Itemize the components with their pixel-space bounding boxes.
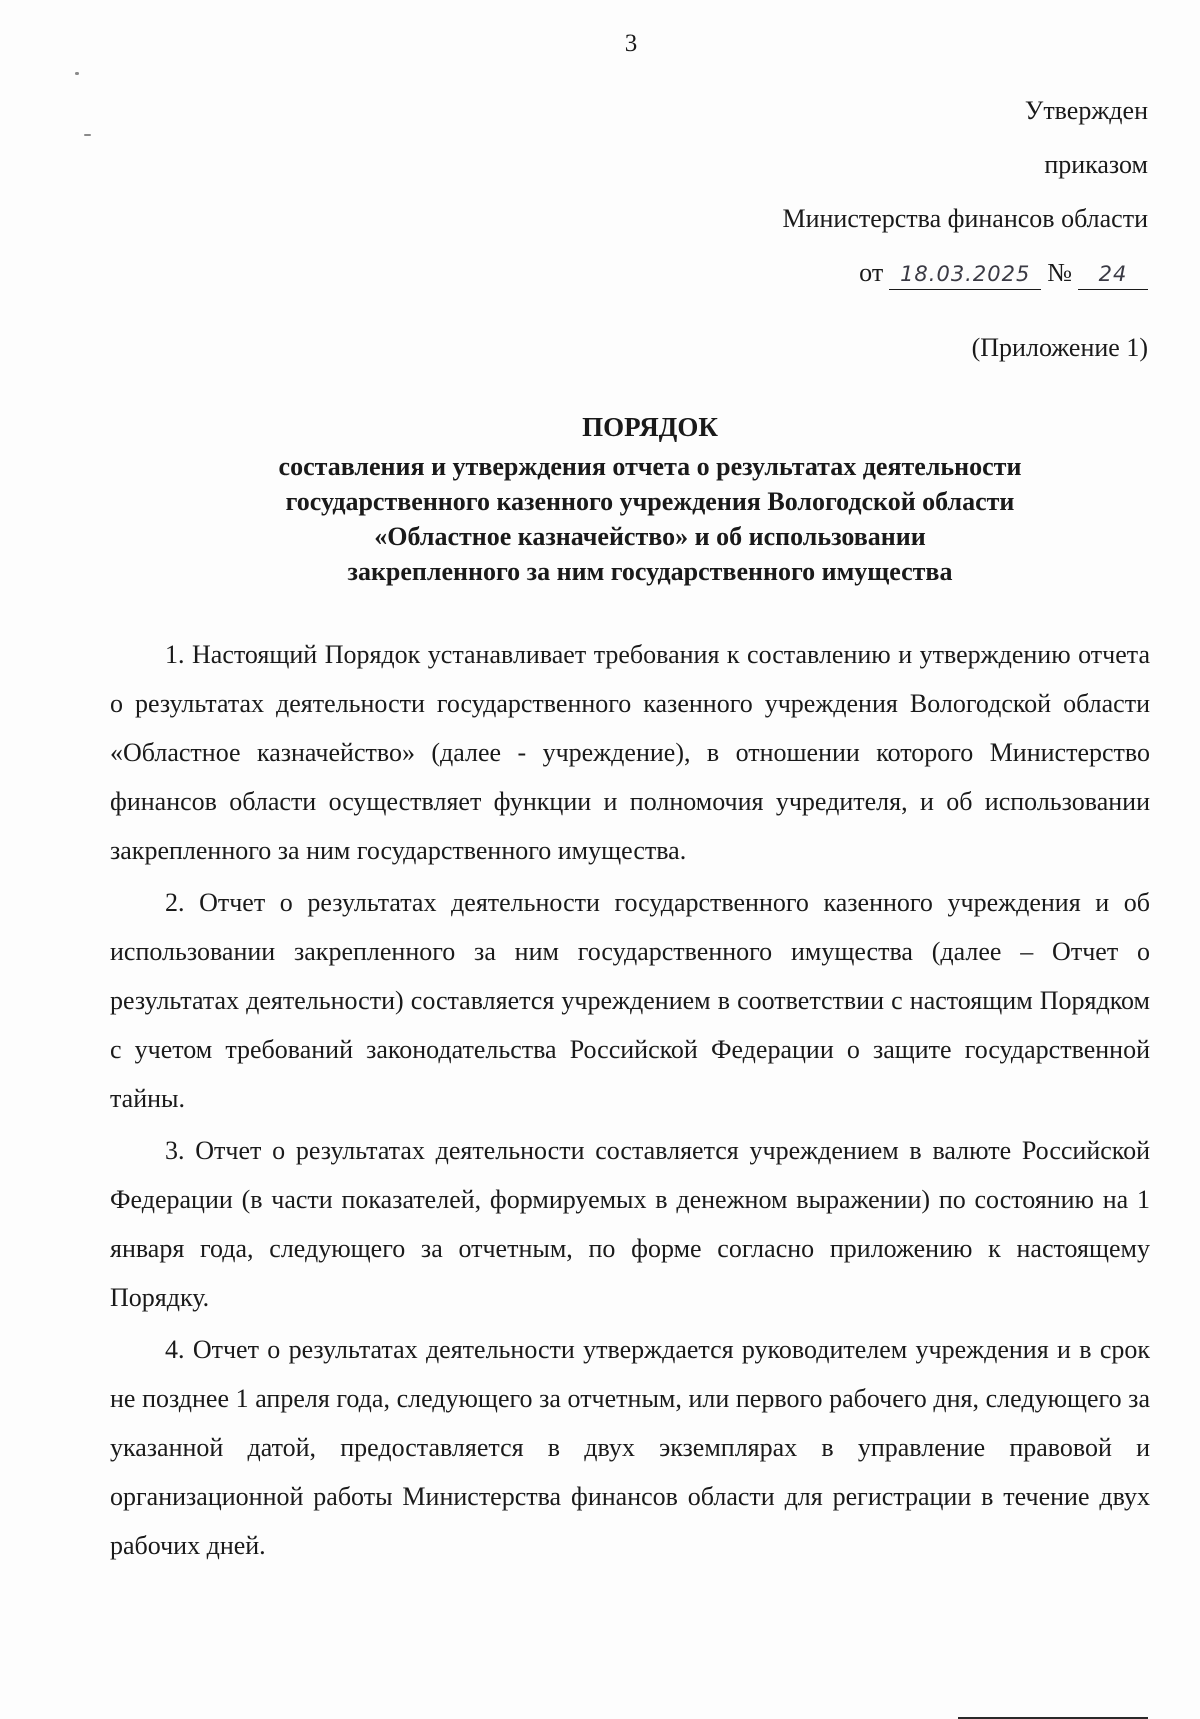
title-line-2: государственного казенного учреждения Вологодской области — [285, 487, 1015, 516]
page-number: 3 — [624, 30, 638, 57]
paragraph-4: 4. Отчет о результатах деятельности утверждается руководителем учреждения и в срок не позднее 1 апреля года, следующего за отчетным, или первого рабочего дня, следующего за указанной датой, предоставляется в двух экземплярах в управление правовой и организационной работы Министерства финансов области для регистрации в течение двух рабочих дней. — [110, 1335, 1150, 1560]
handwritten-date: 18.03.2025 — [889, 259, 1041, 290]
title-line-3: «Областное казначейство» и об использовании — [374, 522, 926, 551]
scan-speck — [75, 72, 79, 75]
approval-date-line — [588, 246, 1148, 300]
paragraph-3: 3. Отчет о результатах деятельности составляется учреждением в валюте Российской Федерации (в части показателей, формируемых в денежном выражении) по состоянию на 1 января года, следующего за отчетным, по форме согласно приложению к настоящему Порядку. — [110, 1136, 1150, 1312]
approval-line-approved: Утвержден — [1024, 96, 1148, 125]
appendix-label: (Приложение 1) — [971, 333, 1148, 362]
approval-stamp-block — [588, 84, 1148, 300]
document-body — [110, 630, 1150, 1573]
title-line-4: закрепленного за ним государственного имущества — [347, 557, 953, 586]
approval-line-order: приказом — [1044, 150, 1148, 179]
paragraph-1: 1. Настоящий Порядок устанавливает требования к составлению и утверждению отчета о результатах деятельности государственного казенного учреждения Вологодской области «Областное казначейство» (далее - учреждение), в отношении которого Министерство финансов области осуществляет функции и полномочия учредителя, и об использовании закрепленного за ним государственного имущества. — [110, 640, 1150, 865]
title-heading: ПОРЯДОК — [582, 412, 718, 442]
title-line-1: составления и утверждения отчета о результатах деятельности — [278, 452, 1022, 481]
document-title — [100, 410, 1200, 589]
approval-line-ministry: Министерства финансов области — [782, 204, 1148, 233]
paragraph-2: 2. Отчет о результатах деятельности государственного казенного учреждения и об использовании закрепленного за ним государственного имущества (далее – Отчет о результатах деятельности) составляется учреждением в соответствии с настоящим Порядком с учетом требований законодательства Российской Федерации о защите государственной тайны. — [110, 888, 1150, 1113]
date-prefix: от — [859, 258, 884, 287]
number-sign: № — [1047, 258, 1072, 287]
handwritten-number: 24 — [1078, 259, 1148, 290]
scan-speck — [84, 134, 91, 136]
